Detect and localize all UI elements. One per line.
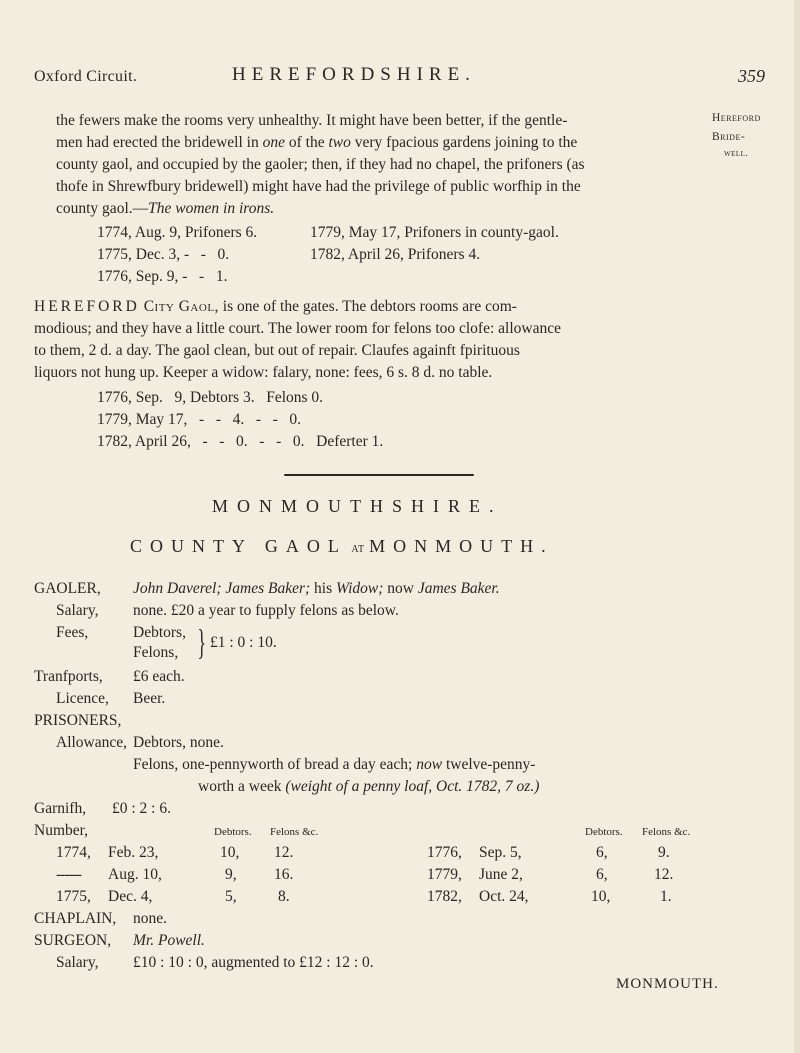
fees-label: Fees, [56, 624, 89, 641]
number-row: 12. [654, 866, 674, 883]
transports-text: £6 each. [133, 668, 185, 685]
number-row: 10, [591, 888, 611, 905]
margin-note-line-3: well. [724, 149, 749, 159]
garnish-text: £0 : 2 : 6. [112, 800, 171, 817]
gaoler-label: GAOLER, [34, 580, 101, 597]
felons-allowance-line: Felons, one-pennyworth of bread a day each; now twelve-penny- [133, 756, 536, 773]
record-row: 1782, April 26, Prifoners 4. [310, 246, 481, 263]
licence-label: Licence, [56, 690, 109, 707]
page-number: 359 [738, 66, 765, 86]
number-row: Dec. 4, [108, 888, 153, 905]
surgeon-name: Mr. Powell. [133, 932, 205, 949]
paragraph-line: county gaol, and occupied by the gaoler; then, if they had no chapel, the prifoners (as [56, 156, 585, 173]
city-gaol-line: to them, 2 d. a day. The gaol clean, but out of repair. Claufes againft fpirituous [34, 342, 520, 359]
column-header-felons: Felons &c. [642, 826, 691, 838]
number-row: ------ [56, 866, 81, 883]
chaplain-text: none. [133, 910, 168, 927]
number-row: 16. [274, 866, 294, 883]
margin-note-line-2: Bride- [712, 131, 746, 143]
fees-amount: £1 : 0 : 10. [210, 634, 277, 651]
number-row: 1. [660, 888, 672, 905]
brace: } [197, 622, 206, 662]
record-row: 1774, Aug. 9, Prifoners 6. [97, 224, 258, 241]
garnish-label: Garnifh, [34, 800, 87, 817]
number-row: June 2, [479, 866, 523, 883]
page-edge [794, 0, 800, 1053]
number-row: 12. [274, 844, 294, 861]
number-row: 9. [658, 844, 670, 861]
salary-text: none. £20 a year to fupply felons as below. [133, 602, 399, 619]
catchword: MONMOUTH. [616, 976, 719, 992]
licence-text: Beer. [133, 690, 166, 707]
record-row: 1776, Sep. 9, - - 1. [97, 268, 228, 285]
gaoler-names: John Daverel; James Baker; his Widow; now James Baker. [133, 580, 500, 597]
number-row: 10, [220, 844, 240, 861]
surgeon-salary-text: £10 : 10 : 0, augmented to £12 : 12 : 0. [133, 954, 374, 971]
record-row: 1775, Dec. 3, - - 0. [97, 246, 230, 263]
paragraph-line: men had erected the bridewell in one of the two very fpacious gardens joining to the [56, 134, 578, 151]
running-header-county: HEREFORDSHIRE. [232, 64, 476, 85]
margin-note-line-1: Hereford [712, 112, 761, 124]
record-row: 1776, Sep. 9, Debtors 3. Felons 0. [97, 389, 324, 406]
felons-allowance-line-2: worth a week (weight of a penny loaf, Oct. 1782, 7 oz.) [198, 778, 540, 795]
column-header-debtors: Debtors. [585, 826, 623, 838]
number-row: 9, [225, 866, 237, 883]
city-gaol-line: modious; and they have a little court. The lower room for felons too clofe: allowance [34, 320, 561, 337]
number-row: 6, [596, 866, 608, 883]
allowance-label: Allowance, [56, 734, 128, 751]
number-row: Oct. 24, [479, 888, 529, 905]
number-row: 1776, [427, 844, 462, 861]
number-label: Number, [34, 822, 89, 839]
surgeon-salary-label: Salary, [56, 954, 99, 971]
fees-felons: Felons, [133, 644, 179, 661]
column-header-debtors: Debtors. [214, 826, 252, 838]
number-row: 1782, [427, 888, 462, 905]
city-gaol-line: liquors not hung up. Keeper a widow: falary, none: fees, 6 s. 8 d. no table. [34, 364, 493, 381]
number-row: 1775, [56, 888, 91, 905]
number-row: 6, [596, 844, 608, 861]
number-row: Aug. 10, [108, 866, 162, 883]
number-row: 5, [225, 888, 237, 905]
surgeon-label: SURGEON, [34, 932, 112, 949]
prisoners-label: PRISONERS, [34, 712, 122, 729]
record-row: 1779, May 17, Prifoners in county-gaol. [310, 224, 559, 241]
record-row: 1779, May 17, - - 4. - - 0. [97, 411, 302, 428]
salary-label: Salary, [56, 602, 99, 619]
gaol-title: COUNTY GAOL at MONMOUTH. [130, 536, 554, 556]
number-row: 1779, [427, 866, 462, 883]
paragraph-line: county gaol.—The women in irons. [56, 200, 275, 217]
number-row: 1774, [56, 844, 91, 861]
record-row: 1782, April 26, - - 0. - - 0. Deferter 1. [97, 433, 384, 450]
paragraph-line: thofe in Shrewfbury bridewell) might have had the privilege of public worfhip in the [56, 178, 581, 195]
county-title: MONMOUTHSHIRE. [212, 496, 503, 516]
number-row: 8. [278, 888, 290, 905]
number-row: Feb. 23, [108, 844, 159, 861]
section-rule [284, 474, 474, 476]
allowance-text: Debtors, none. [133, 734, 224, 751]
transports-label: Tranfports, [34, 668, 103, 685]
chaplain-label: CHAPLAIN, [34, 910, 117, 927]
paragraph-line: the fewers make the rooms very unhealthy. It might have been better, if the gentle- [56, 112, 568, 129]
number-row: Sep. 5, [479, 844, 522, 861]
fees-debtors: Debtors, [133, 624, 186, 641]
column-header-felons: Felons &c. [270, 826, 319, 838]
city-gaol-line: HEREFORD City Gaol, is one of the gates. The debtors rooms are com- [34, 298, 517, 315]
running-header-circuit: Oxford Circuit. [34, 68, 138, 85]
